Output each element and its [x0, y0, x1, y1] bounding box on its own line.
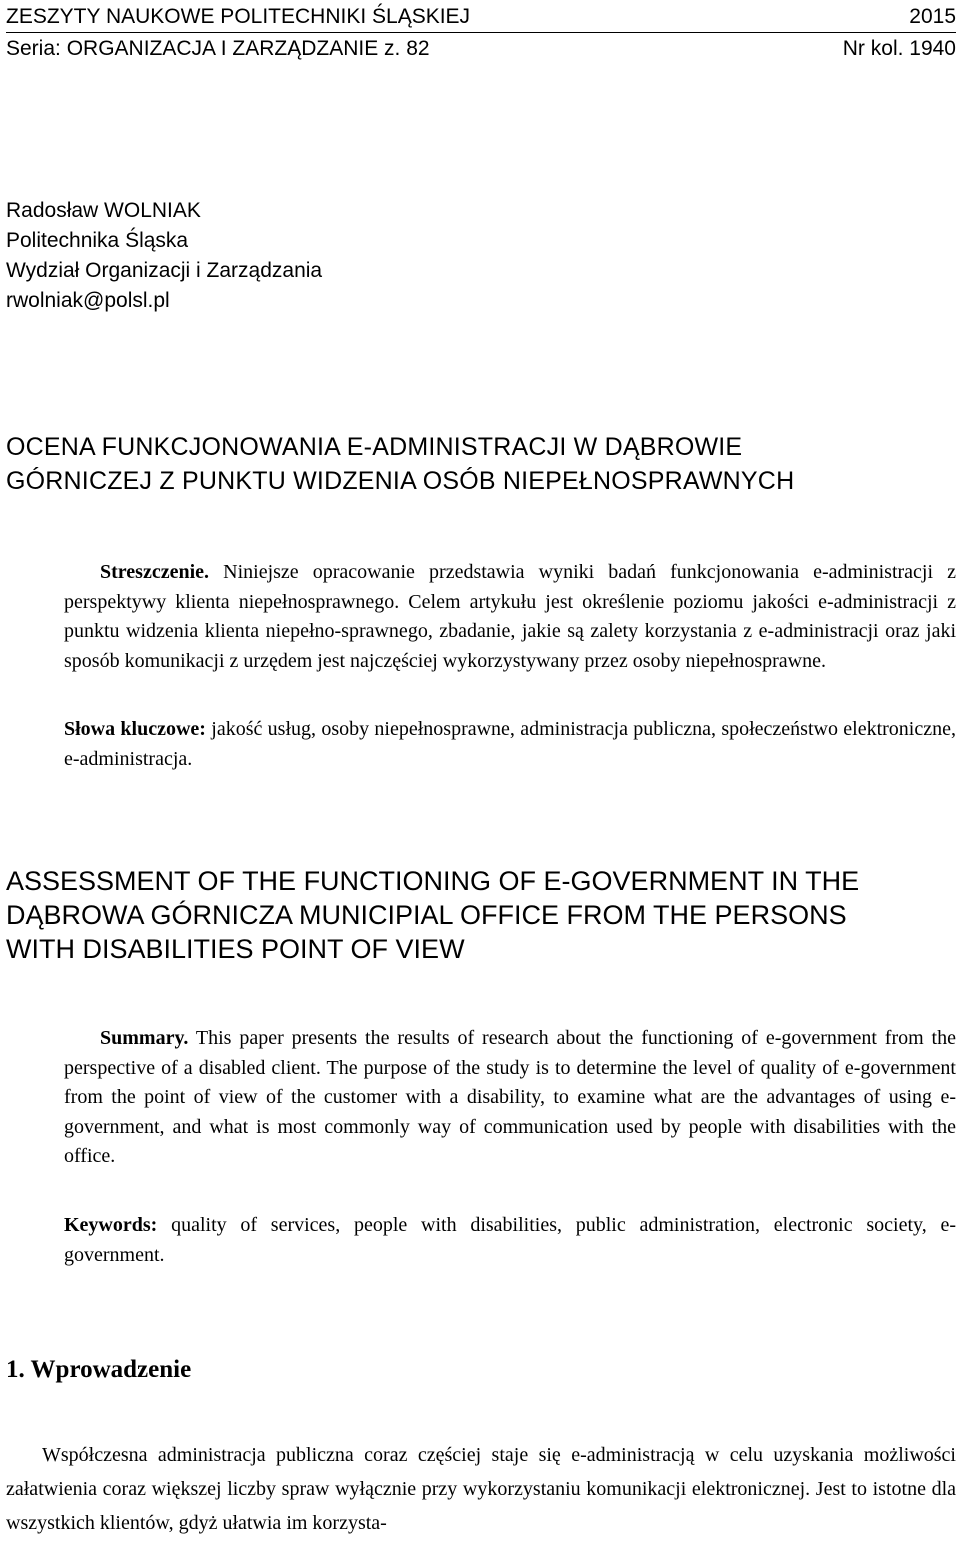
section-body — [6, 1438, 956, 1540]
section-paragraph: Współczesna administracja publiczna coraz częściej staje się e-administracją w celu uzyskania możliwości załatwienia coraz większej liczby spraw wyłącznie przy wykorzystaniu komunikacji elektronicznej. Jest to istotne dla wszystkich klientów, gdyż ułatwia im korzysta- — [6, 1444, 956, 1534]
keywords-english-text: quality of services, people with disabilities, public administration, electronic society, e-government. — [64, 1214, 957, 1266]
abstract-polish — [64, 558, 956, 676]
author-block — [6, 196, 322, 316]
author-faculty: Wydział Organizacji i Zarządzania — [6, 259, 323, 282]
author-email: rwolniak@polsl.pl — [6, 289, 170, 312]
abstract-english — [64, 1024, 956, 1172]
journal-name: ZESZYTY NAUKOWE POLITECHNIKI ŚLĄSKIEJ — [6, 5, 471, 28]
series-header-row — [6, 37, 956, 61]
title-english-line: ASSESSMENT OF THE FUNCTIONING OF E-GOVERNMENT IN THE — [6, 866, 860, 896]
abstract-english-label: Summary. — [100, 1027, 189, 1049]
keywords-polish-text: jakość usług, osoby niepełnosprawne, administracja publiczna, społeczeństwo elektroniczne, e-administracja. — [64, 718, 956, 770]
keywords-english — [64, 1211, 956, 1270]
section-heading: 1. Wprowadzenie — [6, 1356, 192, 1383]
keywords-english-label: Keywords: — [64, 1214, 158, 1236]
title-polish-line: OCENA FUNKCJONOWANIA E-ADMINISTRACJI W DĄBROWIE — [6, 433, 743, 461]
journal-header-row — [6, 5, 956, 29]
abstract-polish-label: Streszczenie. — [100, 561, 210, 583]
keywords-polish-label: Słowa kluczowe: — [64, 718, 206, 740]
title-english-line: WITH DISABILITIES POINT OF VIEW — [6, 934, 465, 964]
header-divider — [6, 32, 956, 33]
title-polish — [6, 430, 956, 498]
series-name: Seria: ORGANIZACJA I ZARZĄDZANIE z. 82 — [6, 37, 430, 60]
title-english — [6, 864, 956, 966]
journal-year: 2015 — [909, 5, 956, 28]
abstract-polish-text: Niniejsze opracowanie przedstawia wyniki badań funkcjonowania e-administracji z perspektywy klienta niepełnosprawnego. Celem artykułu jest określenie poziomu jakości e-administracji z punktu widzenia klienta niepełno-sprawnego, zbadanie, jakie są zalety korzystania z e-administracji oraz jaki sposób komunikacji z urzędem jest najczęściej wykorzystywany przez osoby niepełnosprawne. — [64, 561, 956, 672]
abstract-english-text: This paper presents the results of research about the functioning of e-government from the perspective of a disabled client. The purpose of the study is to determine the level of quality of e-government from the point of view of the customer with a disability, to examine what are the advantages of using e-government, and what is most commonly way of communication used by people with disabilities with the office. — [64, 1027, 956, 1167]
title-english-line: DĄBROWA GÓRNICZA MUNICIPIAL OFFICE FROM THE PERSONS — [6, 900, 847, 930]
keywords-polish — [64, 715, 956, 774]
author-institution: Politechnika Śląska — [6, 229, 189, 252]
title-polish-line: GÓRNICZEJ Z PUNKTU WIDZENIA OSÓB NIEPEŁNOSPRAWNYCH — [6, 467, 795, 495]
author-name: Radosław WOLNIAK — [6, 199, 201, 222]
issue-number: Nr kol. 1940 — [842, 37, 956, 60]
